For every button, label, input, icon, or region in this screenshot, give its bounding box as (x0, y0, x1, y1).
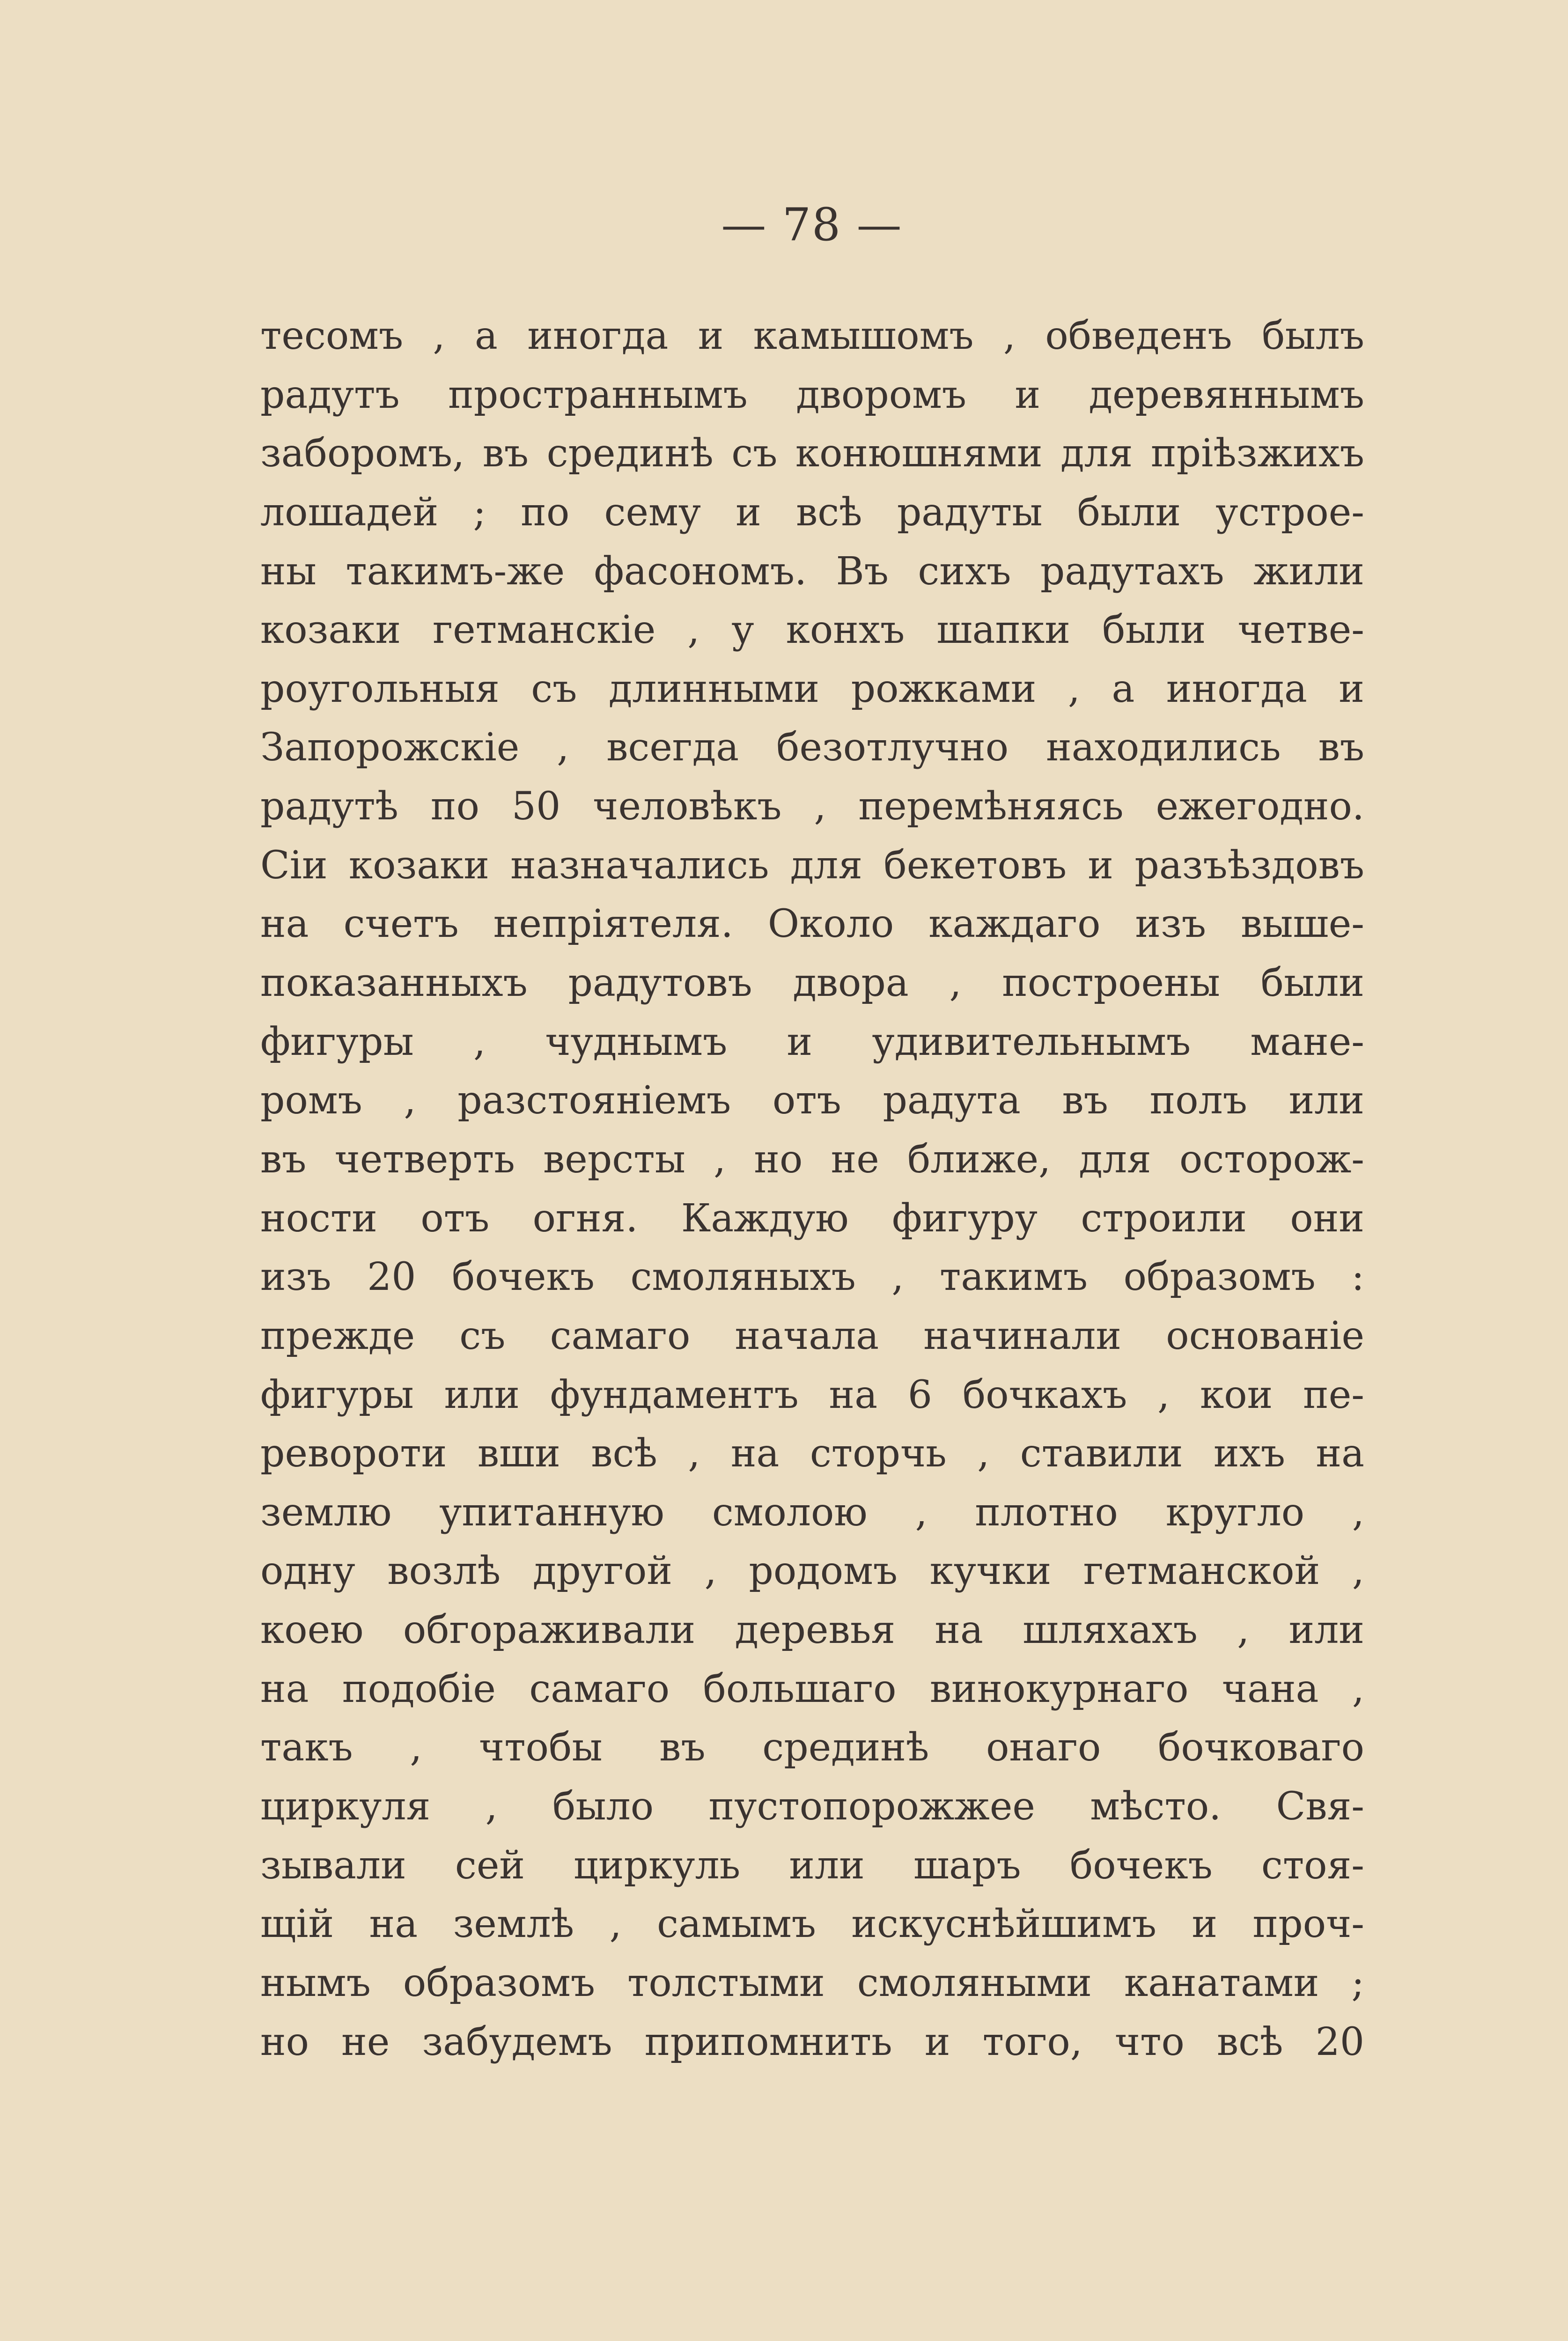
text-line: Запорожскіе , всегда безотлучно находились въ (260, 725, 1364, 770)
text-line: на подобіе самаго большаго винокурнаго чана , (260, 1666, 1364, 1711)
text-line: тесомъ , а иногда и камышомъ , обведенъ былъ (260, 314, 1364, 358)
text-line: показанныхъ радутовъ двора , построены были (260, 961, 1364, 1006)
text-line: прежде съ самаго начала начинали основаніе (260, 1313, 1364, 1358)
text-line: ности отъ огня. Каждую фигуру строили они (260, 1196, 1364, 1241)
text-line: въ четверть версты , но не ближе, для осторож- (260, 1137, 1364, 1182)
text-line: фигуры или фундаментъ на 6 бочкахъ , кои пе- (260, 1372, 1364, 1417)
body-text (260, 307, 1364, 2071)
page-number: — 78 — (721, 199, 903, 251)
text-line: коею обгораживали деревья на шляхахъ , или (260, 1608, 1364, 1653)
text-line: ны такимъ-же фасономъ. Въ сихъ радутахъ жили (260, 549, 1364, 594)
text-line: зывали сей циркуль или шаръ бочекъ стоя- (260, 1843, 1364, 1888)
text-line: такъ , чтобы въ срединѣ онаго бочковаго (260, 1725, 1364, 1770)
text-line: фигуры , чуднымъ и удивительнымъ мане- (260, 1019, 1364, 1064)
text-line: нымъ образомъ толстыми смоляными канатами ; (260, 1960, 1364, 2005)
text-line: но не забудемъ припомнить и того, что всѣ 20 (260, 2019, 1364, 2064)
text-line: радутъ пространнымъ дворомъ и деревяннымъ (260, 372, 1364, 417)
text-line: ромъ , разстояніемъ отъ радута въ полъ или (260, 1078, 1364, 1123)
text-line: ревороти вши всѣ , на сторчь , ставили ихъ на (260, 1431, 1364, 1476)
text-line: лошадей ; по сему и всѣ радуты были устрое- (260, 490, 1364, 535)
text-line: одну возлѣ другой , родомъ кучки гетманской , (260, 1549, 1364, 1594)
text-line: на счетъ непріятеля. Около каждаго изъ выше- (260, 902, 1364, 947)
text-line: козаки гетманскіе , у конхъ шапки были четве- (260, 608, 1364, 653)
text-line: радутѣ по 50 человѣкъ , перемѣняясь ежегодно. (260, 784, 1364, 829)
text-line: циркуля , было пустопорожжее мѣсто. Свя- (260, 1784, 1364, 1829)
text-line: землю упитанную смолою , плотно кругло , (260, 1490, 1364, 1535)
text-line: щій на землѣ , самымъ искуснѣйшимъ и проч- (260, 1902, 1364, 1947)
text-line: роугольныя съ длинными рожками , а иногда и (260, 666, 1364, 711)
text-line: изъ 20 бочекъ смоляныхъ , такимъ образомъ : (260, 1255, 1364, 1300)
text-line: Сіи козаки назначались для бекетовъ и разъѣздовъ (260, 843, 1364, 888)
text-line: заборомъ, въ срединѣ съ конюшнями для пріѣзжихъ (260, 431, 1364, 476)
